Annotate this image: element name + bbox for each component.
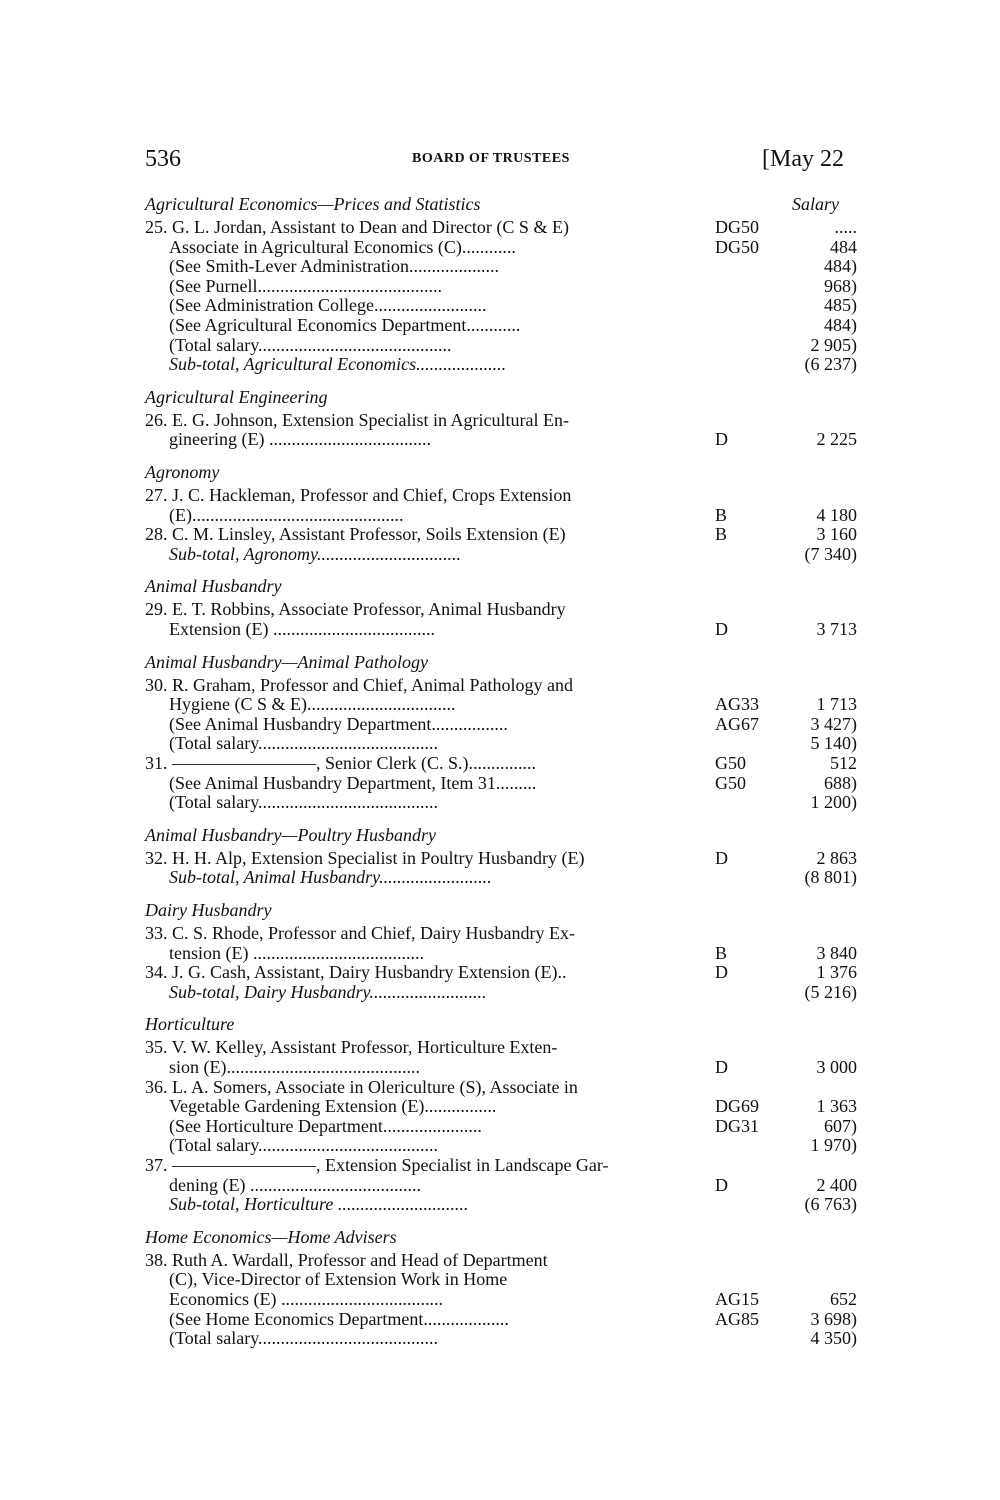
line-text: 36. L. A. Somers, Associate in Olericulture (S), Associate in — [145, 1076, 578, 1097]
salary-amount: 2 225 — [816, 429, 857, 450]
fund-code: AG33 — [715, 694, 759, 715]
salary-line — [145, 1327, 865, 1349]
salary-amount: 688) — [824, 772, 857, 793]
salary-amount: 512 — [830, 753, 857, 773]
fund-code: D — [715, 962, 728, 983]
line-text: 28. C. M. Linsley, Assistant Professor, Soils Extension (E) — [145, 524, 566, 545]
fund-code: AG85 — [715, 1308, 759, 1329]
salary-amount: 1 970) — [810, 1135, 857, 1156]
salary-amount: 1 713 — [816, 694, 857, 715]
line-text: (Total salary........................................ — [169, 1135, 439, 1156]
section-heading: Agricultural Engineering — [145, 386, 328, 407]
salary-line — [145, 981, 865, 1003]
fund-code: B — [715, 504, 728, 525]
salary-amount: 485) — [824, 295, 857, 316]
salary-amount: 3 160 — [816, 524, 857, 545]
line-text: Economics (E) .................................... — [169, 1289, 443, 1309]
line-text: Vegetable Gardening Extension (E)................ — [169, 1096, 497, 1117]
salary-amount: 3 840 — [816, 942, 857, 963]
line-text: 34. J. G. Cash, Assistant, Dairy Husbandry Extension (E).. — [145, 962, 567, 983]
salary-line — [145, 1193, 865, 1215]
line-text: dening (E) ...................................... — [169, 1174, 421, 1195]
section-heading: Agricultural Economics—Prices and Statistics — [145, 194, 481, 214]
line-text: 35. V. W. Kelley, Assistant Professor, Horticulture Exten- — [145, 1037, 558, 1058]
line-text: Sub-total, Agronomy................................ — [169, 543, 461, 564]
line-text: (See Home Economics Department................... — [169, 1308, 509, 1329]
running-header-title: BOARD OF TRUSTEES — [412, 151, 570, 166]
salary-amount: 2 863 — [816, 847, 857, 868]
salary-amount: 3 713 — [816, 619, 857, 639]
fund-code: DG31 — [715, 1115, 759, 1136]
line-text: 26. E. G. Johnson, Extension Specialist in Agricultural En- — [145, 409, 569, 430]
line-text: Sub-total, Animal Husbandry......................... — [169, 867, 492, 888]
line-text: (See Smith-Lever Administration.................... — [169, 256, 499, 277]
line-text: (See Animal Husbandry Department................. — [169, 713, 508, 734]
salary-amount: 5 140) — [810, 733, 857, 754]
salary-amount: 1 363 — [816, 1096, 857, 1117]
salary-amount: 968) — [824, 275, 857, 296]
line-text: (C), Vice-Director of Extension Work in Home — [169, 1269, 508, 1290]
line-text: 31. ————————, Senior Clerk (C. S.)............... — [145, 753, 536, 773]
fund-code: B — [715, 942, 728, 963]
salary-amount: 2 905) — [810, 334, 857, 355]
line-text: (Total salary........................................ — [169, 1328, 439, 1349]
line-text: 29. E. T. Robbins, Associate Professor, Animal Husbandry — [145, 599, 566, 620]
fund-code: D — [715, 1174, 728, 1195]
line-text: gineering (E) .................................... — [169, 429, 431, 450]
line-text: sion (E)........................................... — [169, 1057, 420, 1077]
salary-amount: 3 698) — [810, 1308, 857, 1329]
salary-line — [145, 866, 865, 888]
line-text: (See Animal Husbandry Department, Item 31......... — [169, 772, 537, 793]
fund-code: DG50 — [715, 217, 759, 237]
salary-amount: 484) — [824, 315, 857, 335]
line-text: 33. C. S. Rhode, Professor and Chief, Dairy Husbandry Ex- — [145, 923, 575, 943]
line-text: (See Agricultural Economics Department............ — [169, 315, 521, 335]
salary-column-heading: Salary — [792, 194, 839, 214]
salary-amount: (5 216) — [804, 981, 857, 1002]
section-heading: Animal Husbandry—Poultry Husbandry — [145, 824, 436, 845]
salary-amount: 1 376 — [816, 962, 857, 983]
section-heading: Home Economics—Home Advisers — [145, 1226, 397, 1247]
line-text: Sub-total, Horticulture ............................. — [169, 1194, 469, 1215]
section-heading: Agronomy — [145, 462, 220, 482]
salary-amount: 652 — [830, 1289, 857, 1309]
line-text: (Total salary........................................... — [169, 334, 452, 355]
fund-code: B — [715, 524, 728, 545]
salary-amount: 3 000 — [816, 1057, 857, 1077]
line-text: (See Administration College......................... — [169, 295, 487, 316]
line-text: 37. ————————, Extension Specialist in Landscape Gar- — [145, 1155, 609, 1175]
page-number: 536 — [145, 146, 181, 172]
line-text: 27. J. C. Hackleman, Professor and Chief, Crops Extension — [145, 485, 572, 505]
section-heading: Animal Husbandry—Animal Pathology — [145, 651, 428, 672]
salary-amount: 1 200) — [810, 792, 857, 813]
salary-amount: (6 237) — [804, 354, 857, 375]
fund-code: D — [715, 429, 728, 450]
fund-code: D — [715, 1057, 728, 1077]
line-text: Sub-total, Agricultural Economics.................... — [169, 354, 507, 375]
fund-code: AG67 — [715, 713, 759, 734]
line-text: Hygiene (C S & E)................................. — [169, 694, 456, 715]
section-heading: Horticulture — [145, 1014, 235, 1035]
fund-code: G50 — [715, 753, 746, 773]
salary-line — [145, 618, 865, 640]
salary-line — [145, 428, 865, 450]
salary-amount: 607) — [824, 1115, 857, 1136]
salary-amount: (6 763) — [804, 1194, 857, 1215]
line-text: (See Purnell......................................... — [169, 275, 442, 296]
line-text: (E)............................................... — [169, 504, 404, 525]
section-heading: Dairy Husbandry — [145, 900, 272, 920]
line-text: Extension (E) .................................... — [169, 619, 435, 639]
salary-line — [145, 543, 865, 565]
line-text: Sub-total, Dairy Husbandry.......................... — [169, 981, 487, 1002]
line-text: tension (E) ...................................... — [169, 942, 424, 963]
line-text: 30. R. Graham, Professor and Chief, Animal Pathology and — [145, 674, 573, 695]
fund-code: DG50 — [715, 236, 759, 257]
line-text: 25. G. L. Jordan, Assistant to Dean and Director (C S & E) — [145, 217, 569, 237]
line-text: (Total salary........................................ — [169, 792, 439, 813]
salary-line — [145, 791, 865, 813]
salary-amount: 4 350) — [810, 1328, 857, 1349]
salary-amount: (8 801) — [804, 867, 857, 888]
section-heading: Animal Husbandry — [145, 576, 282, 597]
salary-amount: 484) — [824, 256, 857, 277]
salary-amount: ..... — [834, 217, 857, 237]
fund-code: AG15 — [715, 1289, 759, 1309]
salary-amount: 4 180 — [816, 504, 857, 525]
line-text: 38. Ruth A. Wardall, Professor and Head of Department — [145, 1249, 548, 1270]
fund-code: DG69 — [715, 1096, 759, 1117]
running-header-date: [May 22 — [762, 146, 844, 172]
line-text: (Total salary........................................ — [169, 733, 439, 754]
salary-line — [145, 353, 865, 375]
line-text: (See Horticulture Department...................... — [169, 1115, 482, 1136]
fund-code: D — [715, 619, 728, 639]
salary-amount: (7 340) — [804, 543, 857, 564]
salary-amount: 2 400 — [816, 1174, 857, 1195]
line-text: Associate in Agricultural Economics (C)............ — [169, 236, 516, 257]
line-text: 32. H. H. Alp, Extension Specialist in Poultry Husbandry (E) — [145, 847, 585, 868]
fund-code: G50 — [715, 772, 746, 793]
salary-amount: 484 — [830, 236, 857, 257]
salary-amount: 3 427) — [810, 713, 857, 734]
fund-code: D — [715, 847, 728, 868]
